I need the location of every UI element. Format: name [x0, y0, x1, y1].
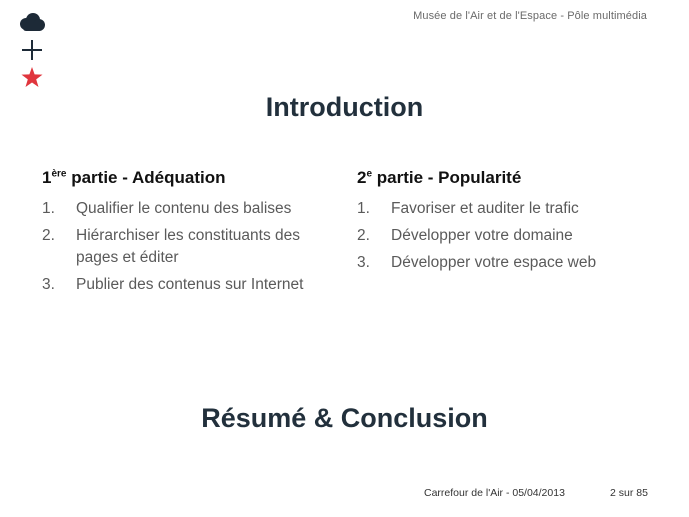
museum-logo [17, 12, 47, 92]
header-text: Musée de l'Air et de l'Espace - Pôle multimédia [413, 10, 647, 22]
list-item-number: 3. [42, 276, 55, 293]
part-1-column [42, 168, 342, 301]
list-item-text: Hiérarchiser les constituants des pages et éditer [76, 227, 300, 266]
list-item [357, 225, 657, 247]
part-1-heading-text: partie - Adéquation [66, 168, 226, 187]
list-item-number: 2. [42, 227, 55, 244]
list-item-text: Publier des contenus sur Internet [76, 276, 304, 293]
list-item-text: Qualifier le contenu des balises [76, 200, 292, 217]
slide-title: Introduction [265, 92, 424, 122]
list-item [42, 225, 342, 269]
list-item-text: Développer votre espace web [391, 254, 597, 271]
part-2-heading [357, 168, 657, 188]
list-item [42, 198, 342, 220]
part-1-heading-number: 1 [42, 168, 52, 187]
list-item-number: 1. [42, 200, 55, 217]
part-2-list [357, 198, 657, 274]
footer-event: Carrefour de l'Air - 05/04/2013 [424, 487, 565, 499]
list-item-number: 2. [357, 227, 370, 244]
part-2-heading-text: partie - Popularité [372, 168, 522, 187]
logo-graphic [17, 12, 47, 92]
conclusion-heading: Résumé & Conclusion [201, 403, 488, 433]
part-1-heading-superscript: ère [51, 168, 67, 180]
part-1-list [42, 198, 342, 296]
list-item [357, 252, 657, 274]
list-item-text: Développer votre domaine [391, 227, 573, 244]
list-item [357, 198, 657, 220]
page-number: 2 sur 85 [610, 487, 648, 499]
list-item [42, 274, 342, 296]
part-2-heading-superscript: e [366, 168, 373, 180]
cloud-icon [20, 13, 45, 31]
list-item-text: Favoriser et auditer le trafic [391, 200, 579, 217]
list-item-number: 1. [357, 200, 370, 217]
part-2-column [357, 168, 657, 279]
star-icon [22, 67, 43, 87]
part-1-heading [42, 168, 342, 188]
part-2-heading-number: 2 [357, 168, 367, 187]
list-item-number: 3. [357, 254, 370, 271]
plus-icon [22, 40, 42, 60]
